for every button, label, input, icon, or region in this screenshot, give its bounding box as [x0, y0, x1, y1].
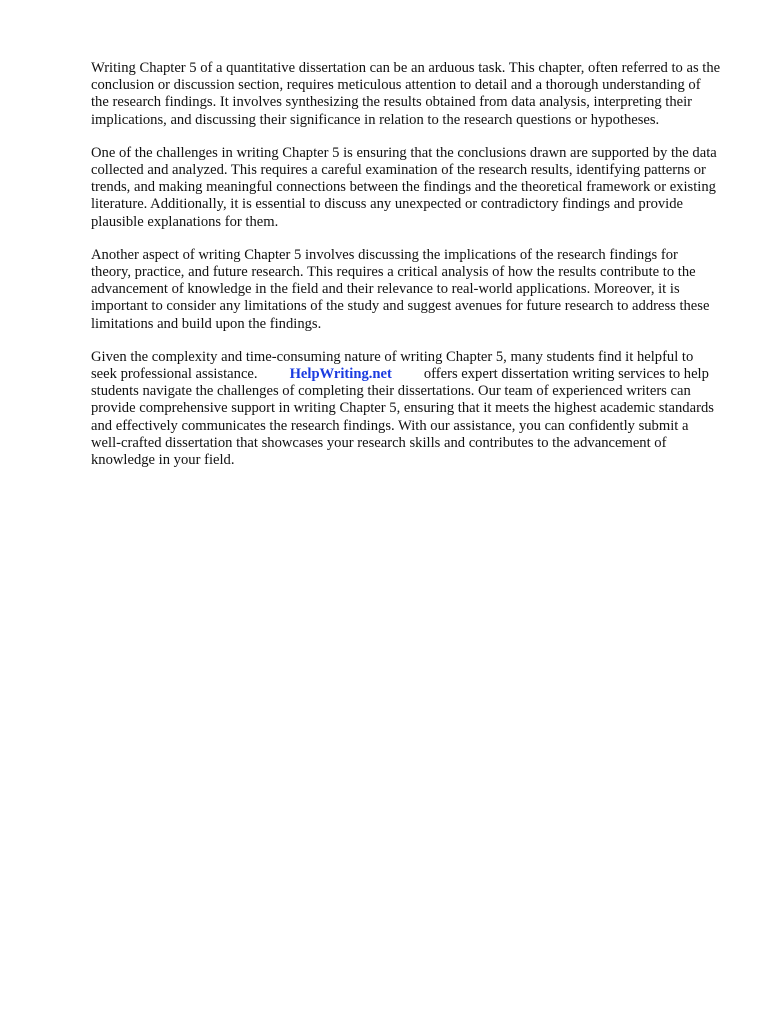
paragraph-2: One of the challenges in writing Chapter 5 is ensuring that the conclusions drawn are supported by the data collected and analyzed. This requires a careful examination of the research results, identifying patterns or trends, and making meaningful connections between the findings and the theoretical framework or existing literature. Additionally, it is essential to discuss any unexpected or contradictory findings and provide plausible explanations for them. — [91, 144, 717, 230]
paragraph-3: Another aspect of writing Chapter 5 involves discussing the implications of the research findings for theory, practice, and future research. This requires a critical analysis of how the results contribute to the advancement of knowledge in the field and their relevance to real-world applications. Moreover, it is important to consider any limitations of the study and suggest avenues for future research to address these limitations and build upon the findings. — [91, 246, 710, 332]
helpwriting-link[interactable]: HelpWriting.net — [289, 366, 392, 383]
document-body — [91, 60, 721, 485]
paragraph-1: Writing Chapter 5 of a quantitative dissertation can be an arduous task. This chapter, often referred to as the conclusion or discussion section, requires meticulous attention to detail and a thorough understanding of the research findings. It involves synthesizing the results obtained from data analysis, interpreting their implications, and discussing their significance in relation to the research questions or hypotheses. — [91, 60, 721, 128]
paragraph-4 — [91, 349, 721, 469]
paragraph-4-text-after-link: offers expert dissertation writing services to help students navigate the challenges of completing their dissertations. Our team of experienced writers can provide comprehensive support in writing Chapter 5, ensuring that it meets the highest academic standards and effectively communicates the research findings. With our assistance, you can confidently submit a well-crafted dissertation that showcases your research skills and contributes to the advancement of knowledge in your field. — [91, 366, 714, 469]
paragraph-4-text-before-link: Given the complexity and time-consuming nature of writing Chapter 5, many students find it helpful to seek professional assistance. — [91, 348, 694, 383]
